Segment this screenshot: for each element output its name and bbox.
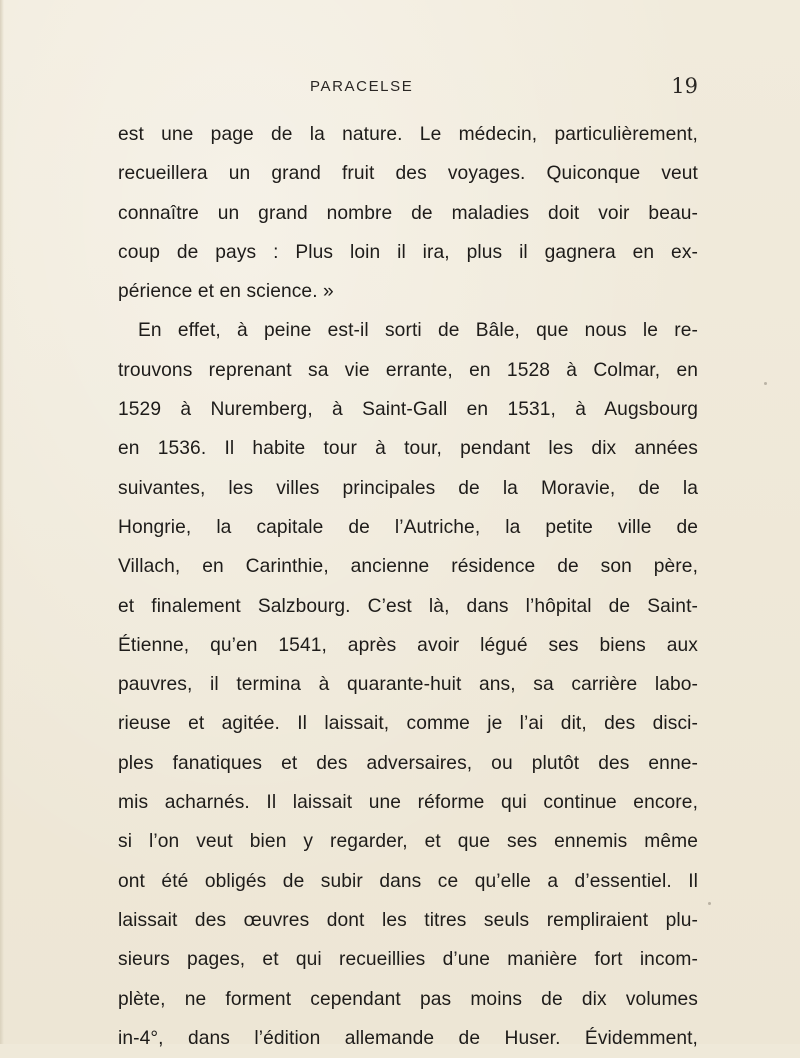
text-line: trouvons reprenant sa vie errante, en 1528 à Colmar, en — [118, 359, 698, 381]
text-line: ont été obligés de subir dans ce qu’elle a d’essentiel. Il — [118, 870, 698, 892]
text-line: recueillera un grand fruit des voyages. Quiconque veut — [118, 163, 698, 185]
page-header — [118, 74, 698, 104]
paper-speck — [764, 382, 767, 385]
text-line: Hongrie, la capitale de l’Autriche, la petite ville de — [118, 516, 698, 538]
text-line: si l’on veut bien y regarder, et que ses ennemis même — [118, 831, 698, 853]
page-number: 19 — [671, 74, 698, 98]
paper-speck — [708, 902, 711, 905]
text-line: pauvres, il termina à quarante-huit ans, sa carrière labo- — [118, 674, 698, 696]
page-edge-shadow — [0, 0, 4, 1044]
text-line: rieuse et agitée. Il laissait, comme je l’ai dit, des disci- — [118, 713, 698, 735]
text-line: connaître un grand nombre de maladies doit voir beau- — [118, 202, 698, 224]
text-line: in-4°, dans l’édition allemande de Huser. Évidemment, — [118, 1027, 698, 1049]
running-title: PARACELSE — [310, 78, 414, 95]
text-line: mis acharnés. Il laissait une réforme qui continue encore, — [118, 792, 698, 814]
text-line: Étienne, qu’en 1541, après avoir légué ses biens aux — [118, 634, 698, 656]
body-text — [118, 115, 698, 1058]
text-line: et finalement Salzbourg. C’est là, dans l’hôpital de Saint- — [118, 595, 698, 617]
text-line: laissait des œuvres dont les titres seuls rempliraient plu- — [118, 909, 698, 931]
text-line: en 1536. Il habite tour à tour, pendant les dix années — [118, 438, 698, 460]
text-line: Villach, en Carinthie, ancienne résidence de son père, — [118, 556, 698, 578]
paragraph-start-line: En effet, à peine est-il sorti de Bâle, que nous le re- — [138, 320, 698, 342]
paper-speck — [540, 950, 542, 952]
text-line: coup de pays : Plus loin il ira, plus il gagnera en ex- — [118, 241, 698, 263]
text-line: suivantes, les villes principales de la Moravie, de la — [118, 477, 698, 499]
text-line: plète, ne forment cependant pas moins de dix volumes — [118, 988, 698, 1010]
text-line: 1529 à Nuremberg, à Saint-Gall en 1531, à Augsbourg — [118, 399, 698, 421]
text-line: sieurs pages, et qui recueillies d’une manière fort incom- — [118, 949, 698, 971]
text-line: périence et en science. » — [118, 281, 334, 303]
text-line: est une page de la nature. Le médecin, particulièrement, — [118, 124, 698, 145]
text-line: ples fanatiques et des adversaires, ou plutôt des enne- — [118, 752, 698, 774]
